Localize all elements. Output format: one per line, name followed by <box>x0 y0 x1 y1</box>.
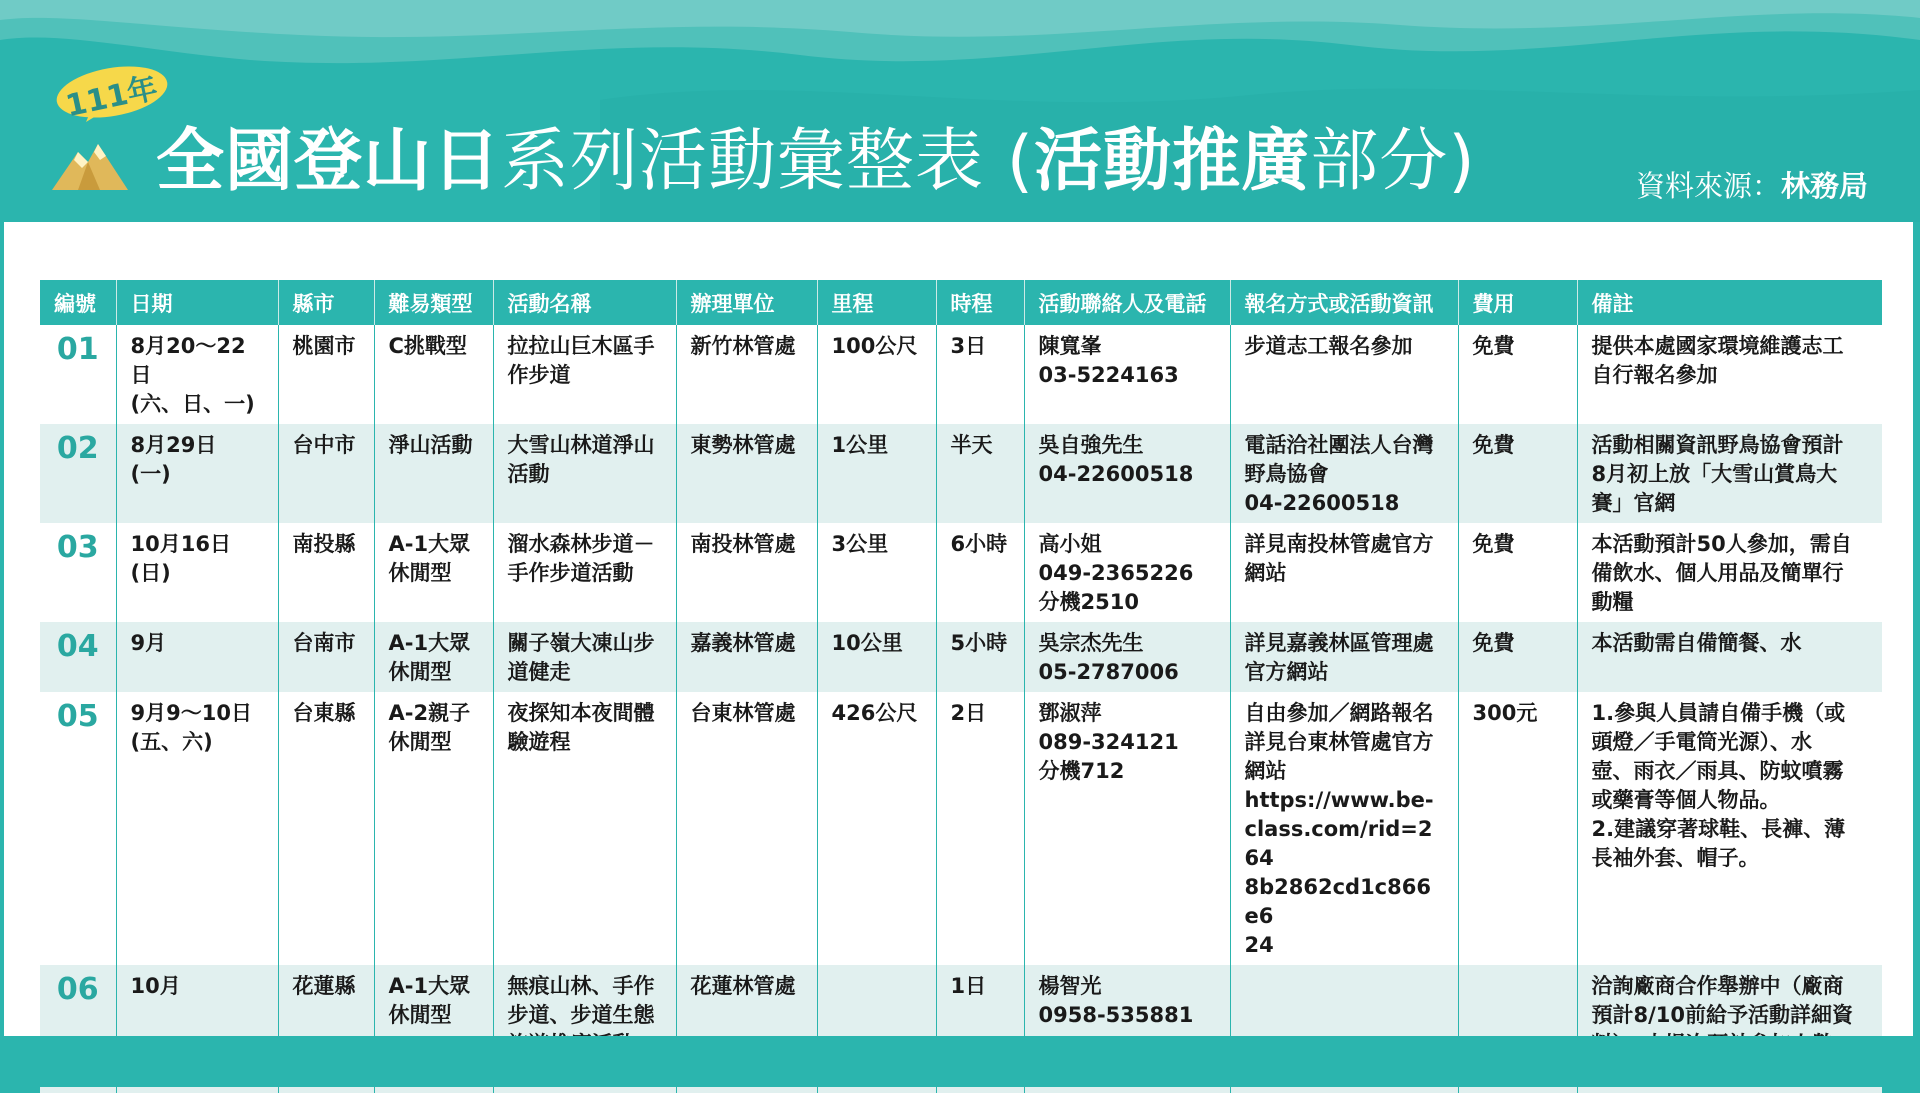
duration-cell: 1日 <box>936 965 1024 1093</box>
column-header: 日期 <box>116 280 278 325</box>
cell-line: 楊智光 <box>1038 974 1102 998</box>
duration-cell: 3日 <box>936 325 1024 424</box>
cell-line: 9月9～10日 <box>130 701 252 725</box>
activity-name-cell <box>493 622 676 692</box>
table-row <box>40 424 1882 523</box>
type-cell <box>374 325 493 424</box>
cell-line: 或藥膏等個人物品。 <box>1591 788 1781 812</box>
cell-line: 休閒型 <box>388 1003 452 1027</box>
cell-line: 04-22600518 <box>1038 462 1194 486</box>
cell-line: 10月16日 <box>130 532 231 556</box>
cell-line: 長袖外套、帽子。 <box>1591 846 1760 870</box>
contact-cell <box>1024 424 1230 523</box>
cell-line: A-1大眾 <box>388 631 471 655</box>
distance-cell: 426公尺 <box>817 692 936 965</box>
column-header: 時程 <box>936 280 1024 325</box>
city-cell: 台南市 <box>278 622 374 692</box>
cell-line: 分機712 <box>1038 759 1125 783</box>
row-number: 04 <box>40 622 116 692</box>
distance-cell: 10公里 <box>817 622 936 692</box>
cell-line: 詳見台東林管處官方 <box>1244 730 1434 754</box>
cell-line: 04-22600518 <box>1244 491 1400 515</box>
cell-line: (六、日、一) <box>130 392 255 416</box>
column-header: 備註 <box>1577 280 1882 325</box>
cell-line: 8月29日 <box>130 433 217 457</box>
note-cell <box>1577 424 1882 523</box>
cell-line: 自行報名參加 <box>1591 363 1718 387</box>
type-cell <box>374 622 493 692</box>
duration-cell: 2日 <box>936 692 1024 965</box>
column-header: 難易類型 <box>374 280 493 325</box>
organizer-cell: 南投林管處 <box>676 523 817 622</box>
cell-line: 頭燈／手電筒光源）、水 <box>1591 730 1812 754</box>
distance-cell: 1公里 <box>817 424 936 523</box>
table-row <box>40 622 1882 692</box>
column-header: 辦理單位 <box>676 280 817 325</box>
city-cell: 台東縣 <box>278 692 374 965</box>
column-header: 活動名稱 <box>493 280 676 325</box>
activity-table <box>40 280 1882 1093</box>
signup-info-cell <box>1230 325 1458 424</box>
cell-line: 高小姐 <box>1038 532 1102 556</box>
cell-line: class.com/rid=264 <box>1244 817 1433 870</box>
cell-line: 2.建議穿著球鞋、長褲、薄 <box>1591 817 1846 841</box>
duration-cell: 6小時 <box>936 523 1024 622</box>
column-header: 里程 <box>817 280 936 325</box>
duration-cell: 5小時 <box>936 622 1024 692</box>
note-cell <box>1577 692 1882 965</box>
page-title: 全國登山日系列活動彙整表 (活動推廣部分) <box>156 122 1476 201</box>
row-number: 05 <box>40 692 116 965</box>
cell-line: A-1大眾 <box>388 974 471 998</box>
cell-line: 官方網站 <box>1244 660 1329 684</box>
city-cell: 台中市 <box>278 424 374 523</box>
cell-line: 夜探知本夜間體 <box>507 701 655 725</box>
cell-line: 10月 <box>130 974 181 998</box>
cell-line: (一) <box>130 462 171 486</box>
fee-cell: 免費 <box>1458 325 1577 424</box>
column-header: 報名方式或活動資訊 <box>1230 280 1458 325</box>
city-cell: 桃園市 <box>278 325 374 424</box>
column-header: 活動聯絡人及電話 <box>1024 280 1230 325</box>
signup-info-cell <box>1230 424 1458 523</box>
column-header: 費用 <box>1458 280 1577 325</box>
row-number: 03 <box>40 523 116 622</box>
cell-line: 淨山活動 <box>388 433 473 457</box>
cell-line: 8月初上放「大雪山賞鳥大 <box>1591 462 1838 486</box>
date-cell <box>116 325 278 424</box>
cell-line: 089-324121 <box>1038 730 1179 754</box>
cell-line: 洽詢廠商合作舉辦中（廠商 <box>1591 974 1844 998</box>
cell-line: 作步道 <box>507 363 571 387</box>
organizer-cell: 台東林管處 <box>676 692 817 965</box>
cell-line: 049-2365226 <box>1038 561 1194 585</box>
row-number: 06 <box>40 965 116 1093</box>
cell-line: https://www.be- <box>1244 788 1434 812</box>
cell-line: 陳寬峯 <box>1038 334 1102 358</box>
table-row <box>40 325 1882 424</box>
table-panel <box>4 222 1913 1036</box>
note-cell <box>1577 325 1882 424</box>
city-cell: 南投縣 <box>278 523 374 622</box>
cell-line: (五、六) <box>130 730 213 754</box>
cell-line: 野鳥協會 <box>1244 462 1329 486</box>
cell-line: 道健走 <box>507 660 571 684</box>
date-cell <box>116 523 278 622</box>
cell-line: 備飲水、個人用品及簡單行 <box>1591 561 1844 585</box>
signup-info-cell <box>1230 622 1458 692</box>
cell-line: 電話洽社團法人台灣 <box>1244 433 1434 457</box>
cell-line: 8b2862cd1c866e6 <box>1244 875 1431 928</box>
cell-line: 活動相關資訊野鳥協會預計 <box>1591 433 1844 457</box>
cell-line: 動糧 <box>1591 590 1634 614</box>
row-number: 01 <box>40 325 116 424</box>
cell-line: 驗遊程 <box>507 730 571 754</box>
cell-line: 賽」官網 <box>1591 491 1676 515</box>
cell-line: 壺、雨衣／雨具、防蚊噴霧 <box>1591 759 1844 783</box>
cell-line: 預計8/10前給予活動詳細資 <box>1591 1003 1854 1027</box>
cell-line: 網站 <box>1244 561 1287 585</box>
cell-line: 本活動需自備簡餐、水 <box>1591 631 1802 655</box>
type-cell <box>374 692 493 965</box>
signup-info-cell <box>1230 523 1458 622</box>
cell-line: 提供本處國家環境維護志工 <box>1591 334 1844 358</box>
organizer-cell: 東勢林管處 <box>676 424 817 523</box>
contact-cell <box>1024 523 1230 622</box>
organizer-cell: 花蓮林管處 <box>676 965 817 1093</box>
cell-line: 1.參與人員請自備手機（或 <box>1591 701 1846 725</box>
date-cell <box>116 622 278 692</box>
cell-line: 溜水森林步道－ <box>507 532 655 556</box>
activity-name-cell <box>493 523 676 622</box>
type-cell <box>374 523 493 622</box>
cell-line: 步道、步道生態 <box>507 1003 655 1027</box>
cell-line: 步道志工報名參加 <box>1244 334 1413 358</box>
cell-line: 網站 <box>1244 759 1287 783</box>
cell-line: 03-5224163 <box>1038 363 1179 387</box>
cell-line: 24 <box>1244 933 1274 957</box>
city-cell: 花蓮縣 <box>278 965 374 1093</box>
fee-cell: 免費 <box>1458 523 1577 622</box>
column-header: 縣市 <box>278 280 374 325</box>
cell-line: 無痕山林、手作 <box>507 974 655 998</box>
duration-cell: 半天 <box>936 424 1024 523</box>
cell-line: 05-2787006 <box>1038 660 1179 684</box>
row-number: 02 <box>40 424 116 523</box>
distance-cell: 3公里 <box>817 523 936 622</box>
cell-line: 休閒型 <box>388 730 452 754</box>
cell-line: A-1大眾 <box>388 532 471 556</box>
cell-line: (日) <box>130 561 171 585</box>
table-header-row <box>40 280 1882 325</box>
distance-cell: 100公尺 <box>817 325 936 424</box>
cell-line: 8月20～22日 <box>130 334 246 387</box>
cell-line: 自由參加／網路報名 <box>1244 701 1434 725</box>
fee-cell: 300元 <box>1458 692 1577 965</box>
organizer-cell: 新竹林管處 <box>676 325 817 424</box>
cell-line: 手作步道活動 <box>507 561 634 585</box>
table-row <box>40 692 1882 965</box>
year-badge: 111年 <box>62 70 161 125</box>
activity-name-cell <box>493 424 676 523</box>
cell-line: 吳自強先生 <box>1038 433 1144 457</box>
cell-line: 9月 <box>130 631 167 655</box>
cell-line: 分機2510 <box>1038 590 1139 614</box>
cell-line: 休閒型 <box>388 561 452 585</box>
contact-cell <box>1024 325 1230 424</box>
note-cell <box>1577 523 1882 622</box>
date-cell <box>116 692 278 965</box>
cell-line: 詳見嘉義林區管理處 <box>1244 631 1434 655</box>
cell-line: 休閒型 <box>388 660 452 684</box>
date-cell <box>116 424 278 523</box>
cell-line: 拉拉山巨木區手 <box>507 334 655 358</box>
cell-line: 吳宗杰先生 <box>1038 631 1144 655</box>
data-source: 資料來源：林務局 <box>1635 169 1868 203</box>
activity-name-cell <box>493 692 676 965</box>
cell-line: 詳見南投林管處官方 <box>1244 532 1434 556</box>
cell-line: 本活動預計50人參加，需自 <box>1591 532 1852 556</box>
contact-cell <box>1024 692 1230 965</box>
cell-line: 大雪山林道淨山 <box>507 433 655 457</box>
cell-line: 鄧淑萍 <box>1038 701 1102 725</box>
table-row <box>40 523 1882 622</box>
header-banner <box>0 0 1920 222</box>
cell-line: 活動 <box>507 462 550 486</box>
cell-line: A-2親子 <box>388 701 471 725</box>
organizer-cell: 嘉義林管處 <box>676 622 817 692</box>
cell-line: C挑戰型 <box>388 334 467 358</box>
mountain-icon <box>48 138 132 194</box>
note-cell <box>1577 622 1882 692</box>
activity-name-cell <box>493 325 676 424</box>
fee-cell: 免費 <box>1458 622 1577 692</box>
contact-cell <box>1024 622 1230 692</box>
column-header: 編號 <box>40 280 116 325</box>
cell-line: 關子嶺大凍山步 <box>507 631 655 655</box>
cell-line: 0958-535881 <box>1038 1003 1194 1027</box>
fee-cell: 免費 <box>1458 424 1577 523</box>
footer-bar <box>0 1036 1920 1087</box>
type-cell <box>374 424 493 523</box>
signup-info-cell <box>1230 692 1458 965</box>
